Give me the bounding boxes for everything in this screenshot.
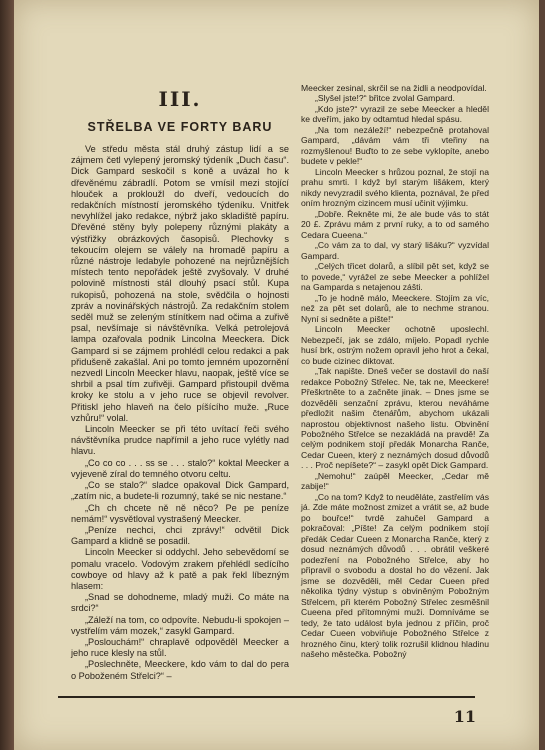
paragraph: Lincoln Meecker s hrůzou poznal, že stojí na prahu smrti. I když byl starým lišákem, který nikdy nevyzradil svého klienta, poznával, že před oním hrozným cizincem musí učinit výjimku. <box>301 166 489 209</box>
paragraph: Meecker zesinal, skrčil se na židli a neodpovídal. <box>301 83 487 93</box>
paragraph: „Poslechněte, Meeckere, kdo vám to dal do pera o Poboženém Střelci?“ – <box>71 659 289 681</box>
paragraph: „Peníze nechci, chci zprávy!“ odvětil Dick Gampard a klidně se posadil. <box>71 524 289 547</box>
chapter-number: III. <box>158 87 202 111</box>
paragraph: „Co co co . . . ss se . . . stalo?“ koktal Meecker a vyjeveně zíral do temného otvoru celtu. <box>71 457 289 479</box>
book-spine <box>0 0 14 750</box>
paragraph: „Dobře. Řekněte mi, že ale bude vás to stát 20 £. Zprávu mám z první ruky, a to od samého Cedara Cueena.“ <box>301 208 489 240</box>
paragraph: Ve středu města stál druhý zástup lidí a se zájmem četl vylepený jeromský týdeník „Duch času“. Dick Gampard seskočil s koně a uvázal ho k dřevěnému zábradlí. Potom se vmísil mezi stojící hlouček a prokloužl do dveří, vedoucích do redakčních místností jeromského týdeníku. Vnitřek nevyhlížel jako redakce, nýbrž jako skladiště papíru. Dřevěné stěny byly polepeny různými plakáty a výstřižky obrázkových časopisů. Plechovky s tekoucím olejem se válely na hromadě papíru a různé nástroje ledabyle pohozené na nejrůznějších místech tento nepořádek ještě zvyšovaly. V druhé polovině místnosti stál dlouhý psací stůl. Kupa rukopisů, pohozená na stole, svědčila o hojnosti zpráv a novinářských nástrojů. Za redakčním stolem seděl muž se zeleným stínítkem nad očima a zuřivě psal, nevšímaje si návštěvníka. Velká petrolejová lampa ozařovala podnik Lincolna Meeckera. Dick Gampard si se zájmem prohlédl celou redakci a pak přidušeně zakašlal. Ani po tomto jemném upozornění nezvedl Lincoln Meecker hlavu, naopak, ještě více se shrbil a psal tím zuřivěji. Gampard přistoupil dvěma kroky ke stolu a v jeho ruce se objevil revolver. Přitiskl jeho hlaveň na čelo píšícího muže. „Ruce vzhůru!“ volal. <box>71 144 289 423</box>
page-number: 11 <box>453 707 476 726</box>
paragraph: Lincoln Meecker se při této uvítací řeči svého návštěvníka prudce napřímil a jeho ruce vylétly nad hlavu. <box>71 424 289 457</box>
paragraph: „Poslouchám!“ chraplavě odpověděl Meecker a jeho ruce klesly na stůl. <box>71 636 289 659</box>
paragraph: „Nemohu!“ zaúpěl Meecker, „Cedar mě zabije!“ <box>301 470 489 492</box>
paragraph: „To je hodně málo, Meeckere. Stojím za víc, než za pět set dolarů, ale to nechme stranou. Nyní si sedněte a pište!“ <box>301 292 489 324</box>
paragraph: Lincoln Meecker ochotně uposlechl. Nebezpečí, jak se zdálo, míjelo. Popadl rychle husí brk, ostrým nožem opravil jeho hrot a čekal, co bude cizinec diktovat. <box>301 324 489 366</box>
right-column <box>301 83 489 660</box>
left-column <box>71 80 289 682</box>
paragraph: „Záleží na tom, co odpovíte. Nebudu-li spokojen – vystřelím vám mozek,“ zasykl Gampard. <box>71 614 289 636</box>
paragraph: Lincoln Meecker si oddychl. Jeho sebevědomí se pomalu vracelo. Vodovým zrakem přehlédl sedícího cowboye od hlavy až k patě a pak řekl líbezným hlasem: <box>71 547 289 591</box>
paragraph: „Ch ch chcete ně ně něco? Pe pe peníze nemám!“ vysvětloval vystrašený Meecker. <box>71 502 289 524</box>
footer-rule <box>58 696 475 698</box>
paragraph: „Celých třicet dolarů, a slíbil pět set, když se to povede,“ vyrážel ze sebe Meecker a pohlížel na Gamparda s netajenou zášti. <box>301 261 489 293</box>
chapter-title: STŘELBA VE FORTY BARU <box>87 120 273 134</box>
paragraph: „Snad se dohodneme, mladý muži. Co máte na srdci?“ <box>71 592 289 614</box>
paragraph: „Co vám za to dal, vy starý lišáku?“ vyzvídal Gampard. <box>301 240 489 261</box>
book-page <box>14 0 539 750</box>
paragraph: „Co se stalo?“ sladce opakoval Dick Gampard, „zatím nic, a budete-li rozumný, také se nic nestane.“ <box>71 480 289 502</box>
paragraph: „Tak napište. Dneš večer se dostavil do naší redakce Pobožný Střelec. Ne, tak ne, Meeckere! Přeškrtněte to a začněte jinak. – Dnes jsme se dozvěděli senzační zprávu, kterou neváháme předložit našim čtenářům, abychom ukázali naprostou objektivnost našeho listu. Obvinění Pobožného Střelce se nezakládá na pravdě! Za celým podnikem stojí předák Monarcha Ranče, Cedar Cueen, který z neznámých dosud důvodů . . . Proč nepíšete?“ – zasykl opět Dick Gampard. <box>301 366 489 471</box>
paragraph: „Co na tom? Když to neuděláte, zastřelím vás já. Zde máte možnost zmizet a vrátit se, až bude po bouřce!“ tvrdě zahučel Gampard a pokračoval: „Píšte! Za celým podnikem stojí předák Cedar Cueen z Monarcha Ranče, který z dosud neznámých důvodů . . . obrátil veškeré podezření na Pobožného Střelce, aby ho připravil o svobodu a dostal ho do vězení. Jak jsme se dozvěděli, měl Cedar Cueen před několika týdny výstup s obviněným Pobožným Střelcem, při kterém Pobožný Střelec zesměšnil Cueena před přítomnými muži. Domníváme se tedy, že tato událost byla jednou z příčin, proč Cedar Cueen vobviňuje Pobožného Střelce z hrozného činu, který tolik rozrušil klidnou hladinu našeho městečka. Pobožný <box>301 491 489 660</box>
paragraph: „Slyšel jste!?“ břitce zvolal Gampard. <box>315 93 455 104</box>
paragraph: „Kdo jste?“ vyrazil ze sebe Meecker a hleděl ke dveřím, jako by odtamtud hledal spásu. <box>301 103 489 125</box>
paragraph: „Na tom nezáleží!“ nebezpečně protahoval Gampard, „dávám vám tři vteřiny na rozmyšlenou! Buďto to ze sebe vyklopíte, anebo budete v pekle!“ <box>301 124 489 167</box>
